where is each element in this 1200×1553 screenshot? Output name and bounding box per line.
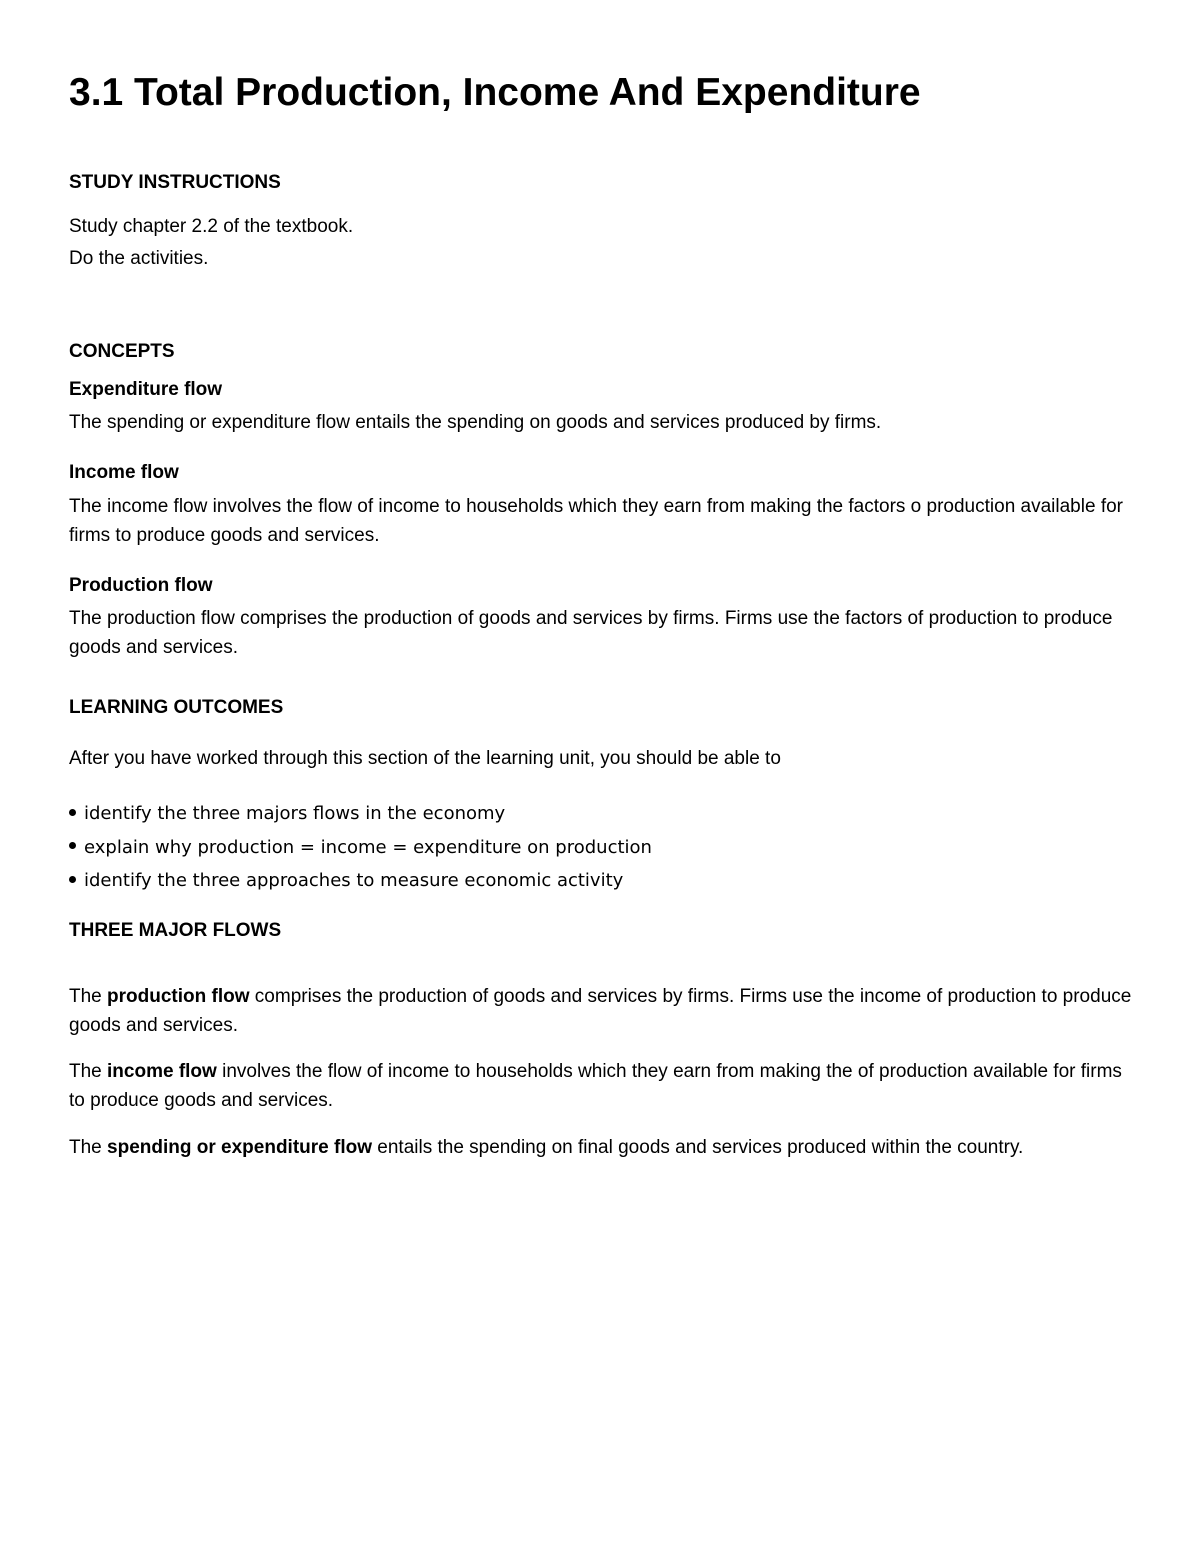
list-item	[69, 831, 652, 865]
study-instructions-heading: STUDY INSTRUCTIONS	[69, 172, 281, 193]
flow-paragraph-production	[69, 982, 1139, 1040]
bullet-icon	[69, 876, 76, 883]
flow-paragraph-prefix: The	[69, 1137, 108, 1158]
study-instruction-line: Do the activities.	[69, 248, 209, 269]
flow-paragraph-prefix: The	[69, 1061, 108, 1082]
bullet-icon	[69, 809, 76, 816]
list-item-text: explain why production = income = expenditure on production	[84, 836, 652, 858]
list-item-text: identify the three approaches to measure economic activity	[84, 870, 624, 891]
flow-paragraph-text: involves the flow of income to households which they earn from making the of production available for firms to produce goods and services.	[69, 1061, 1122, 1111]
flow-paragraph-text: entails the spending on final goods and services produced within the country.	[372, 1137, 1024, 1158]
concepts-heading: CONCEPTS	[69, 341, 175, 362]
concept-term-income-flow: Income flow	[69, 462, 179, 483]
study-instruction-line: Study chapter 2.2 of the textbook.	[69, 216, 354, 237]
concept-definition-production-flow: The production flow comprises the production of goods and services by firms. Firms use the factors of production to produce goods and services.	[69, 608, 1113, 658]
flow-term-income-flow: income flow	[107, 1061, 217, 1082]
flow-paragraph-income	[69, 1057, 1139, 1115]
learning-outcomes-intro: After you have worked through this section of the learning unit, you should be able to	[69, 748, 781, 769]
concept-definition-expenditure-flow: The spending or expenditure flow entails the spending on goods and services produced by firms.	[69, 412, 882, 433]
bullet-icon	[69, 842, 76, 849]
concept-term-production-flow: Production flow	[69, 575, 213, 596]
list-item-text: identify the three majors flows in the economy	[84, 803, 506, 824]
list-item	[69, 797, 652, 831]
concept-term-expenditure-flow: Expenditure flow	[69, 379, 223, 400]
flow-paragraph-prefix: The	[69, 986, 108, 1007]
learning-outcomes-heading: LEARNING OUTCOMES	[69, 697, 284, 718]
flow-term-production-flow: production flow	[107, 986, 250, 1007]
list-item	[69, 864, 652, 898]
flow-term-expenditure-flow: spending or expenditure flow	[107, 1137, 372, 1158]
page-title: 3.1 Total Production, Income And Expenditure	[69, 71, 921, 114]
three-major-flows-heading: THREE MAJOR FLOWS	[69, 920, 282, 941]
flow-paragraph-expenditure	[69, 1133, 1139, 1162]
concept-definition-income-flow: The income flow involves the flow of income to households which they earn from making the factors o production available for firms to produce goods and services.	[69, 496, 1123, 546]
learning-outcomes-list	[69, 797, 652, 898]
flow-paragraph-text: comprises the production of goods and services by firms. Firms use the income of production to produce goods and services.	[69, 986, 1132, 1036]
